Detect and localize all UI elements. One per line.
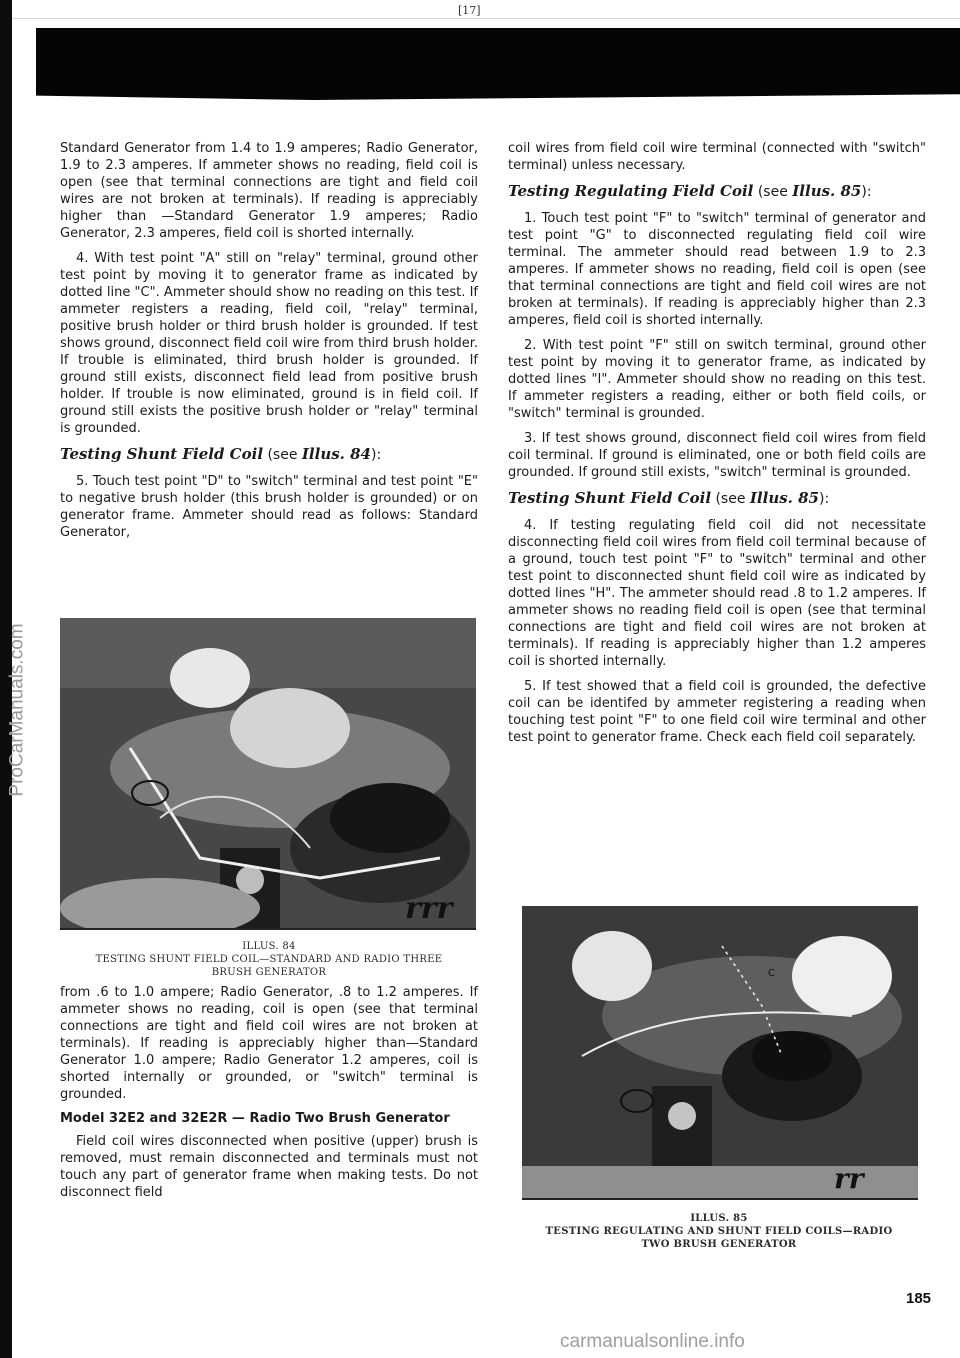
right-paragraph-3: 2. With test point "F" still on switch terminal, ground other test point by moving it to generator frame, as indicated by dotted lines "I". Ammeter should show no reading on this test. If ammeter registers a reading, either or both field coils, or "switch" terminal is grounded.: [508, 338, 926, 421]
figure-85-label-c: C: [768, 968, 775, 979]
heading-paren-open: (see: [711, 491, 750, 507]
caption-84-line-2: TESTING SHUNT FIELD COIL—STANDARD AND RADIO THREE: [95, 954, 443, 965]
caption-85-line-3: TWO BRUSH GENERATOR: [641, 1239, 797, 1250]
heading-paren-open: (see: [263, 447, 302, 463]
right-paragraph-2: 1. Touch test point "F" to "switch" terminal of generator and test point "G" to disconnected regulating field coil wire terminal. The ammeter should read between 1.9 to 2.3 amperes. If ammeter shows no reading, field coil is open (see that terminal connections are tight and field coil wires are not broken at terminals). If reading is appreciably higher than 2.3 amperes, field coil is shorted internally.: [508, 211, 926, 328]
right-column: [508, 140, 926, 754]
figure-85-mark: rr: [834, 1162, 864, 1195]
heading-illus-ref: Illus. 84: [301, 445, 371, 463]
figure-84-mark: rrr: [405, 891, 453, 926]
right-paragraph-5: 4. If testing regulating field coil did not necessitate disconnecting field coil wires from field coil terminal because of a ground, touch test point "F" to "switch" terminal and other test point to disconnected shunt field coil wire as indicated by dotted lines "H". The ammeter should read .8 to 1.2 amperes. If ammeter shows no reading field coil is open (see that terminal connections are tight and field coil wires are not broken at terminals). If reading is appreciably higher than 1.2 amperes coil is shorted internally.: [508, 518, 926, 669]
heading-paren-open: (see: [753, 184, 793, 200]
heading-paren-close: ):: [371, 447, 382, 463]
heading-title: Testing Regulating Field Coil: [508, 182, 754, 200]
right-paragraph-6: 5. If test showed that a field coil is grounded, the defective coil can be identifed by ammeter registering a reading when touching test point "F" to one field coil wire terminal and other test point to generator frame. Check each field coil separately.: [508, 679, 926, 745]
heading-title: Testing Shunt Field Coil: [508, 489, 712, 507]
caption-84-number: ILLUS. 84: [242, 941, 296, 952]
right-paragraph-4: 3. If test shows ground, disconnect field coil wires from field coil terminal. If ground is eliminated, one or both field coils are grounded. If ground still exists, "switch" terminal is grounded.: [508, 431, 926, 480]
illustration-85-caption: [510, 1212, 928, 1251]
header-band: [36, 28, 960, 100]
page-number: 185: [906, 1290, 932, 1307]
heading-testing-shunt-field-coil-85: [508, 489, 926, 509]
illustration-84-caption: [60, 940, 478, 979]
illustration-85-drawing: [522, 906, 918, 1198]
footer-watermark: carmanualsonline.info: [560, 1331, 745, 1352]
heading-model-32e2: Model 32E2 and 32E2R — Radio Two Brush Generator: [60, 1111, 450, 1126]
left-column-lower: [60, 984, 478, 1209]
illustration-84-drawing: [60, 618, 476, 928]
heading-illus-ref: Illus. 85: [792, 182, 862, 200]
left-column: [60, 140, 478, 549]
left-paragraph-5: Field coil wires disconnected when positive (upper) brush is removed, must remain disconnected and terminals must not touch any part of generator frame when making tests. Do not disconnect field: [60, 1134, 478, 1200]
heading-testing-regulating-field-coil: [508, 182, 926, 202]
heading-testing-shunt-field-coil-84: [60, 445, 478, 465]
left-paragraph-3: 5. Touch test point "D" to "switch" terminal and test point "E" to negative brush holder (this brush holder is grounded) or on generator frame. Ammeter should read as follows: Standard Generator,: [60, 474, 478, 540]
caption-85-number: ILLUS. 85: [690, 1213, 748, 1224]
heading-paren-close: ):: [819, 491, 830, 507]
right-paragraph-1: coil wires from field coil wire terminal (connected with "switch" terminal) unless necessary.: [508, 141, 926, 173]
left-paragraph-4: from .6 to 1.0 ampere; Radio Generator, .8 to 1.2 amperes. If ammeter shows no reading, coil is open (see that terminal connections are tight and field coil wires are not broken at terminals). If reading is appreciably higher than—Standard Generator 1.0 ampere; Radio Generator 1.2 amperes, coil is shorted internally or grounded, or "switch" terminal is grounded.: [60, 985, 478, 1102]
side-watermark: [2, 560, 34, 860]
illustration-84-photo: [60, 618, 476, 930]
left-paragraph-1: Standard Generator from 1.4 to 1.9 amperes; Radio Generator, 1.9 to 2.3 amperes. If ammeter shows no reading, field coil is open (see that terminal connections are tight and field coil wires are not broken at terminals). If reading is appreciably higher than —Standard Generator 1.9 amperes; Radio Generator, 2.3 amperes, field coil is shorted internally.: [60, 141, 478, 241]
page-label: [17]: [458, 4, 481, 17]
top-rule: [12, 18, 960, 19]
caption-85-line-2: TESTING REGULATING AND SHUNT FIELD COILS—RADIO: [545, 1226, 893, 1237]
caption-84-line-3: BRUSH GENERATOR: [211, 967, 327, 978]
side-watermark-text: ProCarManuals.com: [7, 623, 29, 797]
heading-illus-ref: Illus. 85: [749, 489, 819, 507]
illustration-85-photo: [522, 906, 918, 1200]
heading-title: Testing Shunt Field Coil: [60, 445, 264, 463]
heading-paren-close: ):: [861, 184, 872, 200]
left-paragraph-2: 4. With test point "A" still on "relay" terminal, ground other test point by moving it to generator frame as indicated by dotted line "C". Ammeter should show no reading on this test. If ammeter registers a reading, field coil, "relay" terminal, positive brush holder or third brush holder is grounded. If test shows ground, disconnect field coil wire from third brush holder. If trouble is eliminated, third brush holder is grounded. If ground still exists, disconnect field lead from positive brush holder. If trouble is now eliminated, ground is in field coil. If ground still exists the positive brush holder or "relay" terminal is grounded.: [60, 251, 478, 436]
